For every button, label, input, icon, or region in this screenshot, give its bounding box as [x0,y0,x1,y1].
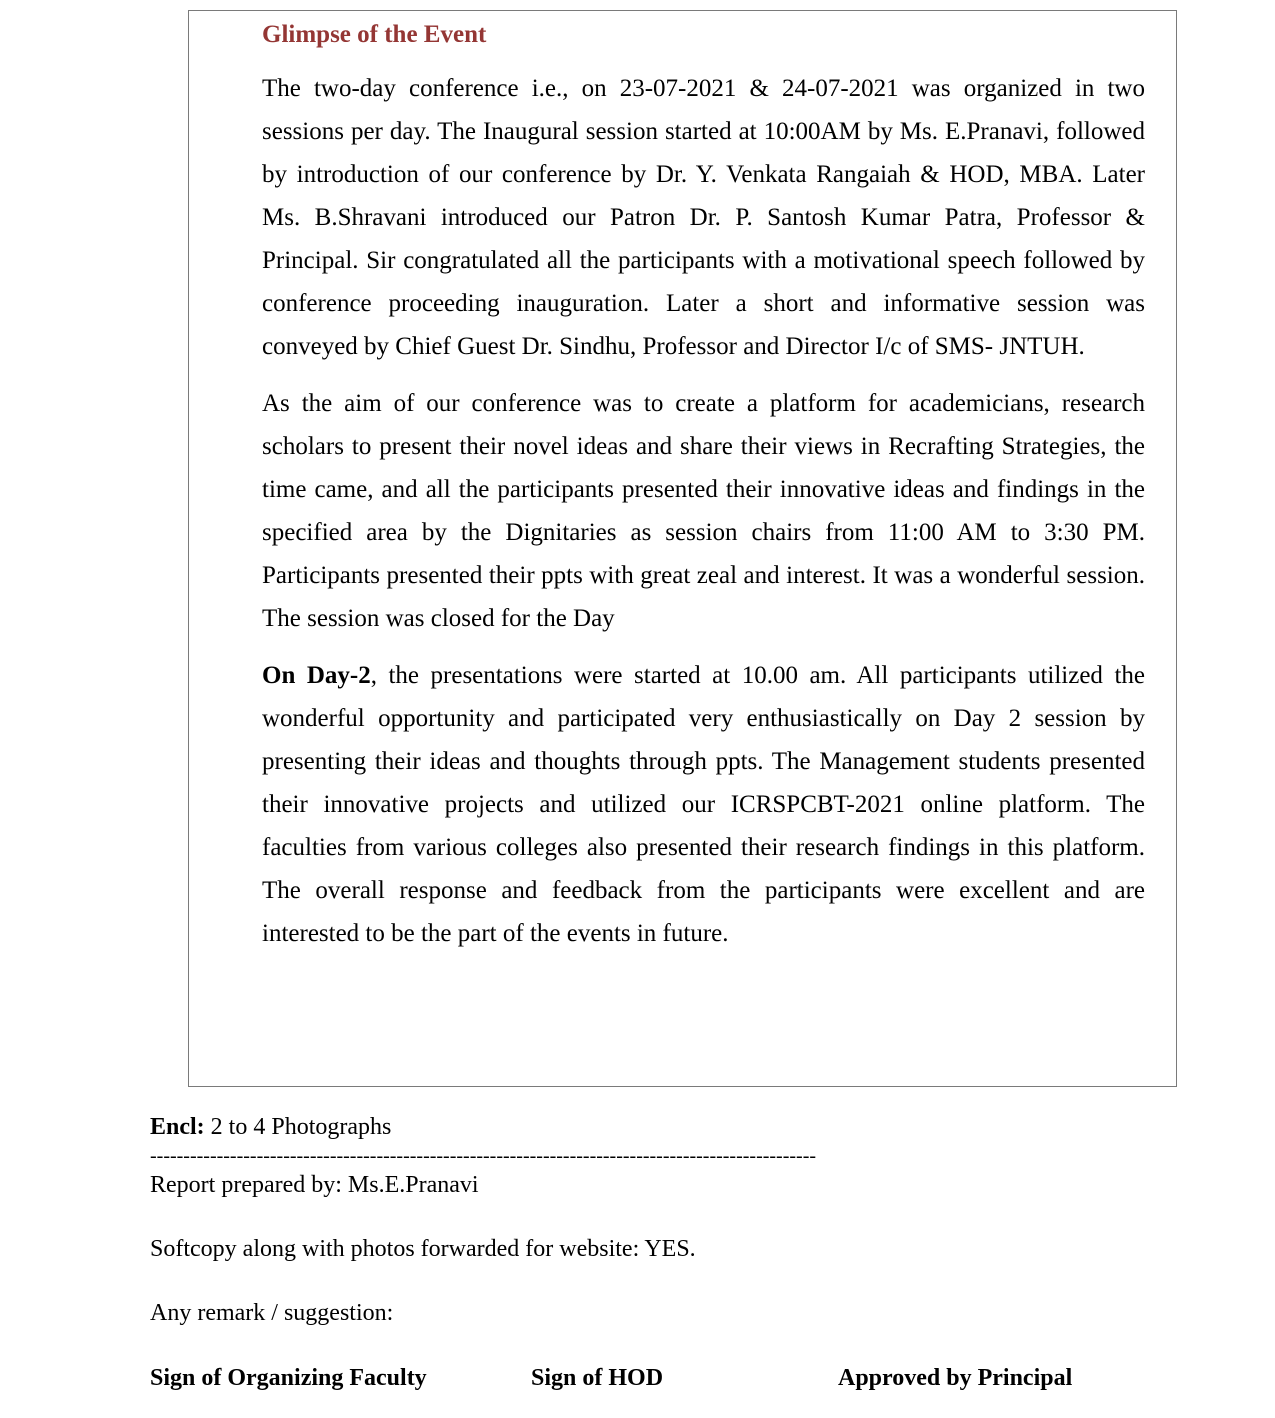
day2-lead: On Day-2 [262,662,371,689]
event-heading: Glimpse of the Event [262,21,487,48]
event-paragraph-day2 [262,654,1145,955]
remark-suggestion: Any remark / suggestion: [150,1300,394,1326]
event-paragraph-day1: The two-day conference i.e., on 23-07-2021 & 24-07-2021 was organized in two sessions per day. The Inaugural session started at 10:00AM by Ms. E.Pranavi, followed by introduction of our conference by Dr. Y. Venkata Rangaiah & HOD, MBA. Later Ms. B.Shravani introduced our Patron Dr. P. Santosh Kumar Patra, Professor & Principal. Sir congratulated all the participants with a motivational speech followed by conference proceeding inauguration. Later a short and informative session was conveyed by Chief Guest Dr. Sindhu, Professor and Director I/c of SMS- JNTUH. [262,75,1145,360]
sign-hod: Sign of HOD [531,1365,664,1391]
dashed-separator: ---------------------------------------------------------------------------------------------------- [150,1145,817,1167]
softcopy-status: Softcopy along with photos forwarded for website: YES. [150,1236,696,1262]
approved-by-principal: Approved by Principal [838,1365,1073,1391]
event-summary-box [188,10,1177,1087]
event-paragraph-sessions: As the aim of our conference was to create a platform for academicians, research scholars to present their novel ideas and share their views in Recrafting Strategies, the time came, and all the participants presented their innovative ideas and findings in the specified area by the Dignitaries as session chairs from 11:00 AM to 3:30 PM. Participants presented their ppts with great zeal and interest. It was a wonderful session. The session was closed for the Day [262,390,1145,632]
enclosure-line [150,1112,1150,1142]
encl-value: 2 to 4 Photographs [204,1114,392,1140]
report-prepared-by: Report prepared by: Ms.E.Pranavi [150,1172,479,1198]
event-summary-content [262,19,1145,969]
encl-label: Encl: [150,1114,205,1140]
day2-text: , the presentations were started at 10.00 am. All participants utilized the wonderful opportunity and participated very enthusiastically on Day 2 session by presenting their ideas and thoughts through ppts. The Management students presented their innovative projects and utilized our ICRSPCBT-2021 online platform. The faculties from various colleges also presented their research findings in this platform. The overall response and feedback from the participants were excellent and are interested to be the part of the events in future. [262,662,1145,947]
sign-organizing-faculty: Sign of Organizing Faculty [150,1365,427,1391]
